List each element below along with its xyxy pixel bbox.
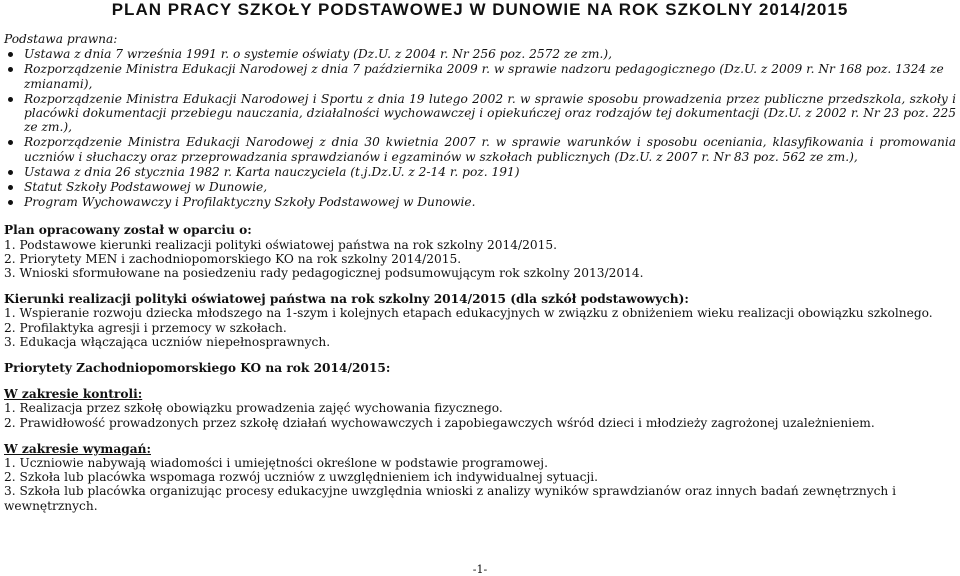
page-number: -1-: [472, 563, 488, 576]
list-item: Statut Szkoły Podstawowej w Dunowie,: [4, 180, 956, 194]
directions-item: 3. Edukacja włączająca uczniów niepełnosprawnych.: [4, 334, 331, 349]
legal-basis-list: [4, 47, 956, 209]
directions-item: 1. Wspieranie rozwoju dziecka młodszego na 1-szym i kolejnych etapach edukacyjnych w związku z obniżeniem wieku realizacji obowiązku szkolnego.: [4, 306, 933, 321]
control-heading: W zakresie kontroli:: [4, 387, 143, 402]
plan-basis-heading: Plan opracowany został w oparciu o:: [4, 223, 252, 238]
directions-item: 2. Profilaktyka agresji i przemocy w szkołach.: [4, 320, 287, 335]
bullet-icon: [8, 170, 13, 175]
directions-heading: Kierunki realizacji polityki oświatowej państwa na rok szkolny 2014/2015 (dla szkół podstawowych):: [4, 292, 689, 307]
bullet-icon: [8, 185, 13, 190]
requirements-heading: W zakresie wymagań:: [4, 441, 151, 456]
bullet-icon: [8, 67, 13, 72]
requirements-item: 3. Szkoła lub placówka organizując procesy edukacyjne uwzględnia wnioski z analizy wyników sprawdzianów oraz innych badań zewnętrznych i wewnętrznych.: [4, 484, 897, 513]
document-title: PLAN PRACY SZKOŁY PODSTAWOWEJ W DUNOWIE NA ROK SZKOLNY 2014/2015: [111, 0, 849, 19]
bullet-icon: [8, 52, 13, 57]
priorities-heading: Priorytety Zachodniopomorskiego KO na rok 2014/2015:: [4, 361, 391, 376]
list-item: Rozporządzenie Ministra Edukacji Narodowej i Sportu z dnia 19 lutego 2002 r. w sprawie sposobu prowadzenia przez publiczne przedszkola, szkoły i placówki dokumentacji przebiegu nauczania, działalności wychowawczej i opiekuńczej oraz rodzajów tej dokumentacji (Dz.U. z 2002 r. Nr 23 poz. 225 ze zm.),: [4, 92, 956, 135]
list-item: Rozporządzenie Ministra Edukacji Narodowej z dnia 30 kwietnia 2007 r. w sprawie warunków i sposobu oceniania, klasyfikowania i promowania uczniów i słuchaczy oraz przeprowadzania sprawdzianów i egzaminów w szkołach publicznych (Dz.U. z 2007 r. Nr 83 poz. 562 ze zm.),: [4, 135, 956, 163]
requirements-item: 2. Szkoła lub placówka wspomaga rozwój uczniów z uwzględnieniem ich indywidualnej sytuacji.: [4, 470, 599, 485]
list-item: Rozporządzenie Ministra Edukacji Narodowej z dnia 7 października 2009 r. w sprawie nadzoru pedagogicznego (Dz.U. z 2009 r. Nr 168 poz. 1324 ze zmianami),: [4, 62, 956, 90]
bullet-icon: [8, 140, 13, 145]
list-item: Ustawa z dnia 7 września 1991 r. o systemie oświaty (Dz.U. z 2004 r. Nr 256 poz. 2572 ze zm.),: [4, 47, 956, 61]
list-item: Program Wychowawczy i Profilaktyczny Szkoły Podstawowej w Dunowie.: [4, 195, 956, 209]
bullet-icon: [8, 200, 13, 205]
list-item: Ustawa z dnia 26 stycznia 1982 r. Karta nauczyciela (t.j.Dz.U. z 2-14 r. poz. 191): [4, 165, 956, 179]
legal-basis-label: Podstawa prawna:: [4, 32, 118, 46]
requirements-item: 1. Uczniowie nabywają wiadomości i umiejętności określone w podstawie programowej.: [4, 456, 548, 471]
plan-basis-item: 3. Wnioski sformułowane na posiedzeniu rady pedagogicznej podsumowującym rok szkolny 2013/2014.: [4, 266, 644, 281]
plan-basis-item: 2. Priorytety MEN i zachodniopomorskiego KO na rok szkolny 2014/2015.: [4, 251, 462, 266]
plan-basis-item: 1. Podstawowe kierunki realizacji polityki oświatowej państwa na rok szkolny 2014/2015.: [4, 237, 557, 252]
bullet-icon: [8, 97, 13, 102]
control-item: 2. Prawidłowość prowadzonych przez szkołę działań wychowawczych i zapobiegawczych wśród dzieci i młodzieży zagrożonej uzależnieniem.: [4, 415, 875, 430]
document-body: [4, 32, 956, 513]
control-item: 1. Realizacja przez szkołę obowiązku prowadzenia zajęć wychowania fizycznego.: [4, 401, 503, 416]
